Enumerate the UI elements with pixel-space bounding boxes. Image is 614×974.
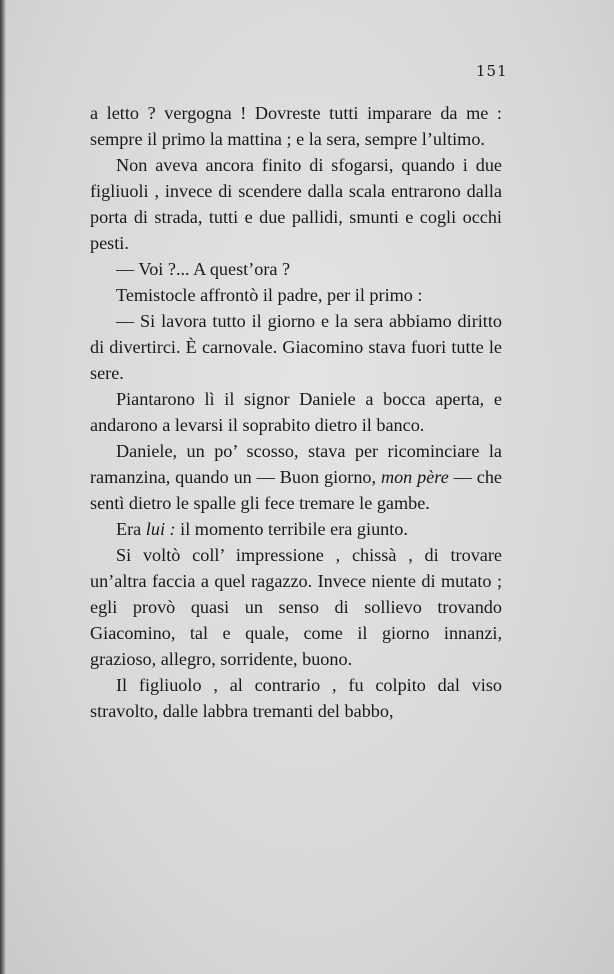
paragraph: — Voi ?... A quest’ora ? [116,259,291,279]
paragraph [90,516,502,542]
page-spine-shadow [0,0,6,974]
page-number: 151 [476,62,508,80]
paragraph: Temistocle affrontò il padre, per il primo : [116,285,423,305]
paragraph: Si voltò coll’ impressione , chissà , di trovare un’altra faccia a quel ragazzo. Invece niente di mutato ; egli provò quasi un senso di sollievo trovando Giacomino, tal e quale, come il giorno innanzi, grazioso, allegro, sorridente, buono. [90,545,502,669]
paragraph: Piantarono lì il signor Daniele a bocca aperta, e andarono a levarsi il soprabito dietro il banco. [90,389,502,435]
paragraph-text: il momento terribile era giunto. [175,519,408,539]
paragraph: — Si lavora tutto il giorno e la sera abbiamo diritto di divertirci. È carnovale. Giacomino stava fuori tutte le sere. [90,311,502,383]
paragraph: a letto ? vergogna ! Dovreste tutti imparare da me : sempre il primo la mattina ; e la sera, sempre l’ultimo. [90,103,502,149]
italic-phrase: lui : [145,519,176,539]
body-text [90,100,502,724]
paragraph-text: Daniele, un po’ scosso, stava per ricominciare la ramanzina, quando un — Buon giorno, [90,441,502,487]
paragraph-text: — che sentì dietro le spalle gli fece tremare le gambe. [90,467,502,513]
paragraph [90,438,502,516]
paragraph: Non aveva ancora finito di sfogarsi, quando i due figliuoli , invece di scendere dalla scala entrarono dalla porta di strada, tutti e due pallidi, smunti e cogli occhi pesti. [90,155,502,253]
paragraph: Il figliuolo , al contrario , fu colpito dal viso stravolto, dalle labbra tremanti del babbo, [90,675,502,721]
paragraph-text: Era [116,519,146,539]
italic-phrase: mon père [380,467,449,487]
